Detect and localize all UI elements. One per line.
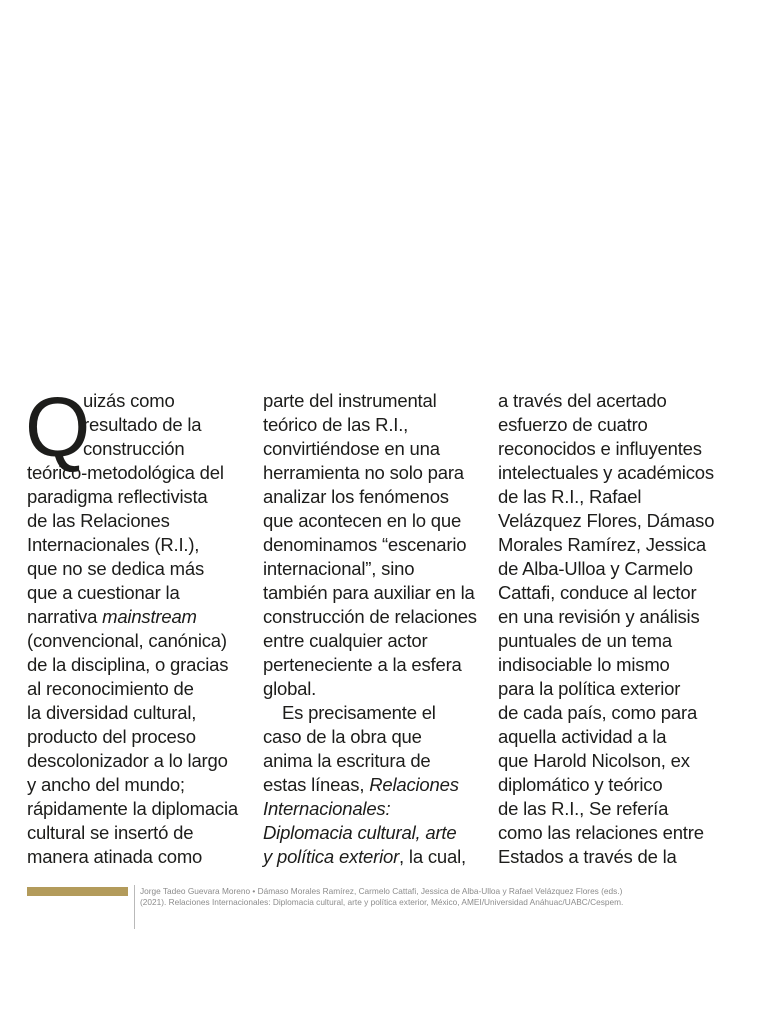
- text-line: construcción: [83, 438, 185, 459]
- text-line: puntuales de un tema: [498, 630, 672, 651]
- reference-line-2: (2021). Relaciones Internacionales: Diplomacia cultural, arte y política exterior, México, AMEI/Universidad Anáhuac/UABC/Cespem.: [140, 897, 624, 907]
- text-line: denominamos “escenario: [263, 534, 467, 555]
- text-line: de las Relaciones: [27, 510, 170, 531]
- text-line: que a cuestionar la: [27, 582, 180, 603]
- text-line: al reconocimiento de: [27, 678, 194, 699]
- text-line: Cattafi, conduce al lector: [498, 582, 697, 603]
- paragraph-start-line: Es precisamente el: [282, 702, 436, 723]
- text-line: herramienta no solo para: [263, 462, 464, 483]
- text-line: [263, 797, 481, 821]
- text-line: construcción de relaciones: [263, 606, 477, 627]
- text-line: para la política exterior: [498, 678, 681, 699]
- text-line: intelectuales y académicos: [498, 462, 714, 483]
- book-title-segment: y política exterior: [263, 846, 400, 867]
- text-line: Internacionales (R.I.),: [27, 534, 200, 555]
- book-title-segment: Diplomacia cultural, arte: [263, 822, 457, 843]
- text-line: cultural se insertó de: [27, 822, 194, 843]
- text-line-mixed: [263, 773, 481, 797]
- text-line: indisociable lo mismo: [498, 654, 670, 675]
- text-line: de la disciplina, o gracias: [27, 654, 229, 675]
- dropcap-letter: Q: [25, 380, 91, 474]
- text-line: (convencional, canónica): [27, 630, 227, 651]
- text-line: la diversidad cultural,: [27, 702, 197, 723]
- text-line: manera atinada como: [27, 846, 203, 867]
- text-segment: estas líneas,: [263, 774, 370, 795]
- text-line: de cada país, como para: [498, 702, 698, 723]
- text-line: reconocidos e influyentes: [498, 438, 702, 459]
- text-line: que no se dedica más: [27, 558, 205, 579]
- text-line: perteneciente a la esfera: [263, 654, 462, 675]
- text-line: de las R.I., Rafael: [498, 486, 642, 507]
- gold-accent-bar: [27, 887, 128, 896]
- text-line: resultado de la: [83, 414, 202, 435]
- book-title-segment: Internacionales:: [263, 798, 391, 819]
- text-line: que Harold Nicolson, ex: [498, 750, 690, 771]
- text-line: convirtiéndose en una: [263, 438, 440, 459]
- vertical-divider: [134, 885, 135, 929]
- text-line: uizás como: [83, 390, 175, 411]
- text-line: aquella actividad a la: [498, 726, 667, 747]
- text-line: internacional”, sino: [263, 558, 415, 579]
- text-line: Velázquez Flores, Dámaso: [498, 510, 715, 531]
- text-segment: , la cual,: [399, 846, 466, 867]
- text-line-mixed: [27, 605, 245, 629]
- text-line: global.: [263, 678, 317, 699]
- text-line: descolonizador a lo largo: [27, 750, 228, 771]
- text-line: a través del acertado: [498, 390, 667, 411]
- text-line: esfuerzo de cuatro: [498, 414, 648, 435]
- text-line: y ancho del mundo;: [27, 774, 185, 795]
- text-line: analizar los fenómenos: [263, 486, 449, 507]
- text-line: caso de la obra que: [263, 726, 422, 747]
- text-line: de Alba-Ulloa y Carmelo: [498, 558, 693, 579]
- book-title-segment: Relaciones: [369, 774, 459, 795]
- text-line: teórico-metodológica del: [27, 462, 224, 483]
- text-column-1: [27, 389, 245, 869]
- text-line: entre cualquier actor: [263, 630, 428, 651]
- text-line: producto del proceso: [27, 726, 196, 747]
- text-line: teórico de las R.I.,: [263, 414, 409, 435]
- text-line: diplomático y teórico: [498, 774, 663, 795]
- text-column-2: [263, 389, 481, 869]
- text-line: en una revisión y análisis: [498, 606, 700, 627]
- text-line: también para auxiliar en la: [263, 582, 475, 603]
- text-line: Estados a través de la: [498, 846, 677, 867]
- bibliographic-reference: [140, 886, 740, 908]
- reference-line-1: Jorge Tadeo Guevara Moreno • Dámaso Morales Ramírez, Carmelo Cattafi, Jessica de Alba-Ulloa y Rafael Velázquez Flores (eds.): [140, 886, 623, 896]
- text-line: [263, 821, 481, 845]
- text-line: anima la escritura de: [263, 750, 431, 771]
- text-line: como las relaciones entre: [498, 822, 704, 843]
- text-line: que acontecen en lo que: [263, 510, 462, 531]
- text-line: rápidamente la diplomacia: [27, 798, 238, 819]
- text-line: Morales Ramírez, Jessica: [498, 534, 707, 555]
- text-line: paradigma reflectivista: [27, 486, 208, 507]
- text-column-3: [498, 389, 723, 869]
- text-line: de las R.I., Se refería: [498, 798, 669, 819]
- text-line-mixed: [263, 845, 481, 869]
- italic-term: mainstream: [102, 606, 197, 627]
- text-line: parte del instrumental: [263, 390, 437, 411]
- text-segment: narrativa: [27, 606, 103, 627]
